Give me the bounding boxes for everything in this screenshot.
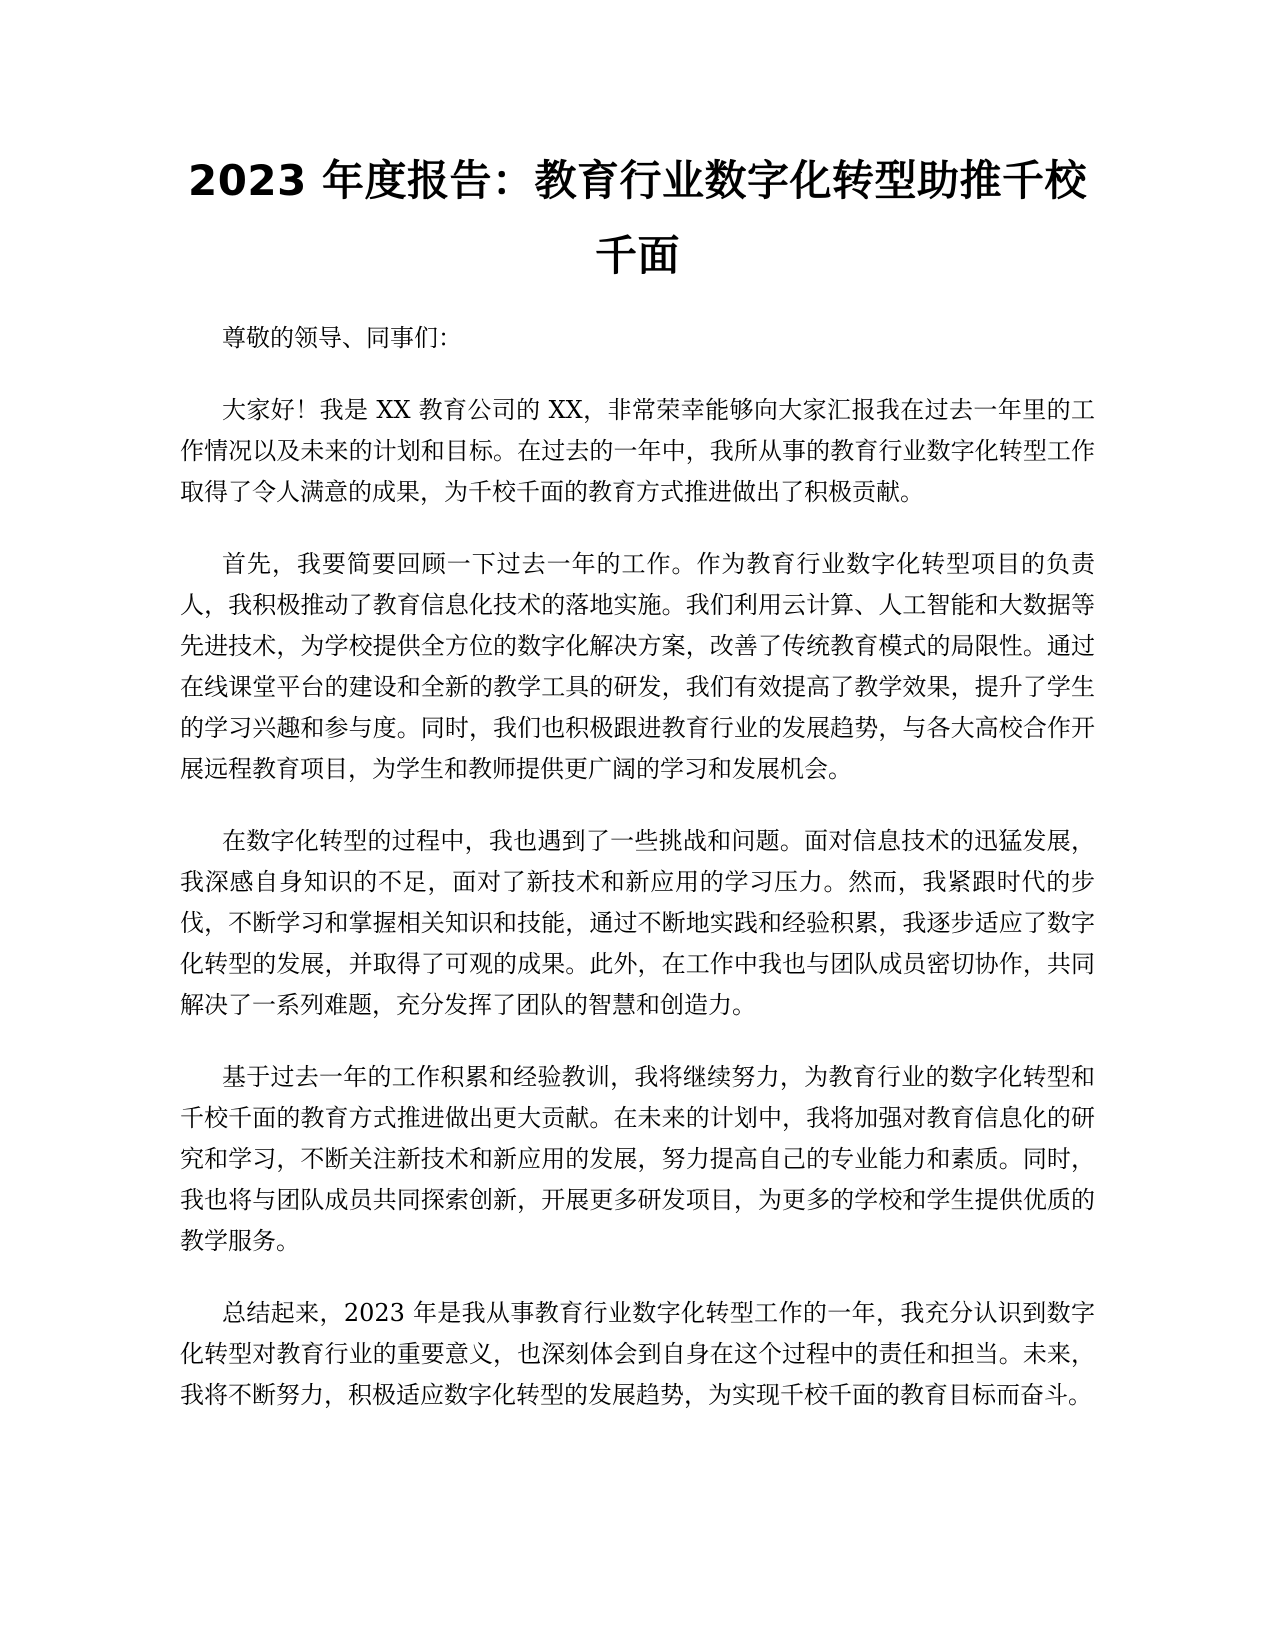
document-title: 2023 年度报告：教育行业数字化转型助推千校千面 xyxy=(187,156,1088,280)
salutation: 尊敬的领导、同事们： xyxy=(222,324,462,352)
paragraph-challenges: 在数字化转型的过程中，我也遇到了一些挑战和问题。面对信息技术的迅猛发展，我深感自身知识的不足，面对了新技术和新应用的学习压力。然而，我紧跟时代的步伐，不断学习和掌握相关知识和技能，通过不断地实践和经验积累，我逐步适应了数字化转型的发展，并取得了可观的成果。此外，在工作中我也与团队成员密切协作，共同解决了一系列难题，充分发挥了团队的智慧和创造力。 xyxy=(180,827,1095,1019)
paragraph-review: 首先，我要简要回顾一下过去一年的工作。作为教育行业数字化转型项目的负责人，我积极推动了教育信息化技术的落地实施。我们利用云计算、人工智能和大数据等先进技术，为学校提供全方位的数字化解决方案，改善了传统教育模式的局限性。通过在线课堂平台的建设和全新的教学工具的研发，我们有效提高了教学效果，提升了学生的学习兴趣和参与度。同时，我们也积极跟进教育行业的发展趋势，与各大高校合作开展远程教育项目，为学生和教师提供更广阔的学习和发展机会。 xyxy=(180,550,1095,783)
paragraph-intro: 大家好！我是 XX 教育公司的 XX，非常荣幸能够向大家汇报我在过去一年里的工作情况以及未来的计划和目标。在过去的一年中，我所从事的教育行业数字化转型工作取得了令人满意的成果，为千校千面的教育方式推进做出了积极贡献。 xyxy=(180,396,1095,506)
paragraph-plans: 基于过去一年的工作积累和经验教训，我将继续努力，为教育行业的数字化转型和千校千面的教育方式推进做出更大贡献。在未来的计划中，我将加强对教育信息化的研究和学习，不断关注新技术和新应用的发展，努力提高自己的专业能力和素质。同时，我也将与团队成员共同探索创新，开展更多研发项目，为更多的学校和学生提供优质的教学服务。 xyxy=(180,1063,1095,1255)
paragraph-summary: 总结起来，2023 年是我从事教育行业数字化转型工作的一年，我充分认识到数字化转型对教育行业的重要意义，也深刻体会到自身在这个过程中的责任和担当。未来，我将不断努力，积极适应数字化转型的发展趋势，为实现千校千面的教育目标而奋斗。 xyxy=(180,1299,1095,1409)
document-body xyxy=(180,318,1095,1447)
